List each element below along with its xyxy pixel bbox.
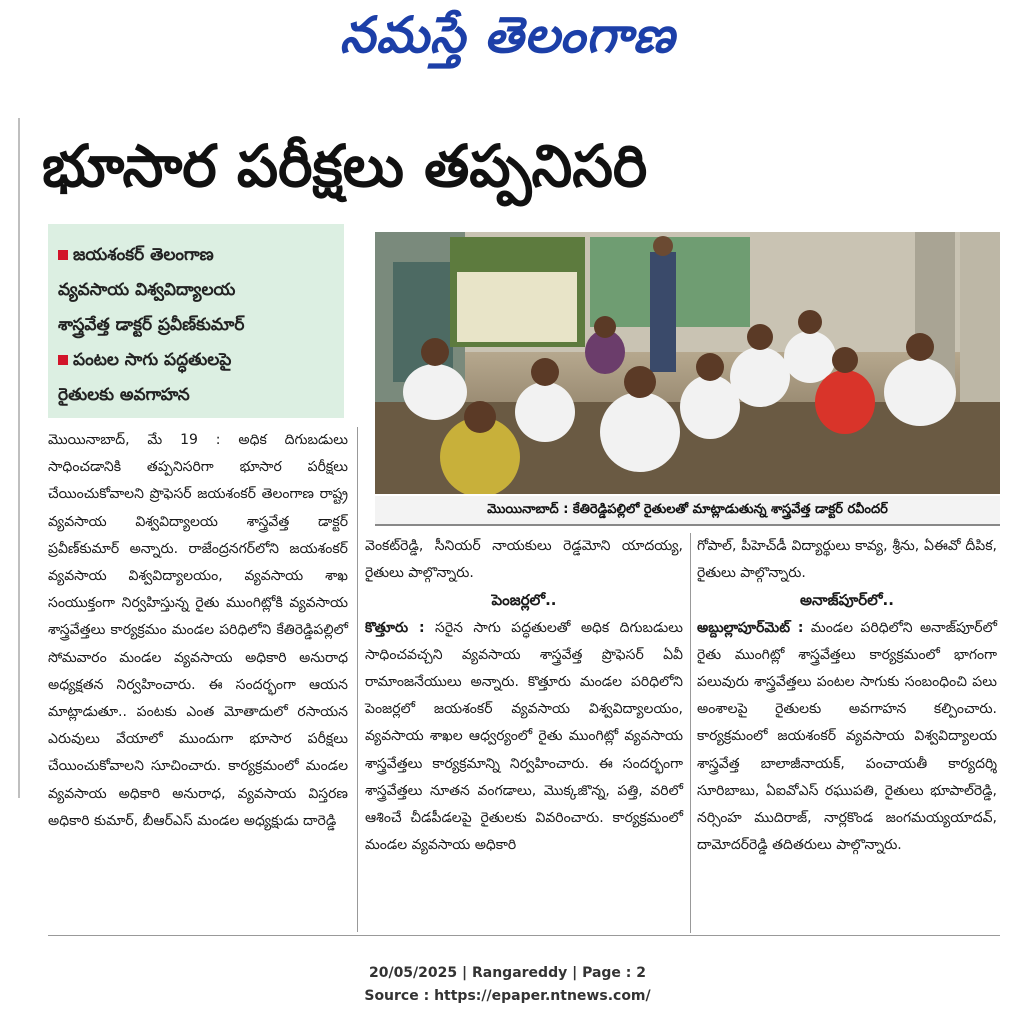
article-paragraph: అబ్దుల్లాపూర్‌మెట్ : మండల పరిధిలోని అనాజ్‌పూర్‌లో రైతు ముంగిట్లో శాస్త్రవేత్తలు కార్యక్రమంలో భాగంగా పలువురు శాస్త్రవేత్తలు పంటల సాగుకు సంబంధించి పలు అంశాలపై రైతులకు అవగాహన కల్పించారు. కార్యక్రమంలో జయశంకర్ వ్యవసాయ విశ్వవిద్యాలయ శాస్త్రవేత్త బాలాజీనాయక్, పంచాయతీ కార్యదర్శి సూరిబాబు, ఏఐవోఎస్ రఘుపతి, రైతులు భూపాల్‌రెడ్డి, నర్సింహ ముదిరాజ్, నార్లకొండ జంగమయ్యయాదవ్, దామోదర్‌రెడ్డి తదితరులు పాల్గొన్నారు.: [697, 619, 997, 854]
column-divider: [690, 533, 691, 933]
dateline-lead: కొత్తూరు :: [365, 619, 425, 636]
dateline-lead: అబ్దుల్లాపూర్‌మెట్ :: [697, 619, 804, 636]
highlight-item: పంటల సాగు పద్ధతులపై రైతులకు అవగాహన: [58, 350, 232, 405]
column-divider: [357, 427, 358, 932]
article-column-1: [48, 427, 348, 835]
article-headline: భూసార పరీక్షలు తప్పనిసరి: [42, 132, 648, 200]
footer-source-link[interactable]: Source : https://epaper.ntnews.com/: [364, 988, 651, 1004]
article-paragraph: కొత్తూరు : సరైన సాగు పద్ధతులతో అధిక దిగుబడులు సాధించవచ్చని వ్యవసాయ శాస్త్రవేత్త ప్రొఫెసర్ ఏవీ రామాంజనేయులు అన్నారు. కొత్తూరు మండల పరిధిలోని పెంజర్లలో జయశంకర్ వ్యవసాయ విశ్వవిద్యాలయం, వ్యవసాయ శాఖల ఆధ్వర్యంలో రైతు ముంగిట్లో వ్యవసాయ శాస్త్రవేత్తలు కార్యక్రమాన్ని నిర్వహించారు. ఈ సందర్భంగా శాస్త్రవేత్తలు నూతన వంగడాలు, మొక్కజొన్న, పత్తి, వరిలో ఆశించే చీడపీడలపై రైతులకు వివరించారు. కార్యక్రమంలో మండల వ్యవసాయ అధికారి: [365, 619, 684, 854]
article-paragraph: వెంకట్‌రెడ్డి, సీనియర్ నాయకులు రెడ్డమోని యాదయ్య, రైతులు పాల్గొన్నారు.: [365, 538, 683, 582]
article-photo: [375, 232, 1000, 494]
bullet-square-icon: [58, 355, 68, 365]
article-paragraph: మొయినాబాద్, మే 19 : అధిక దిగుబడులు సాధించడానికి తప్పనిసరిగా భూసార పరీక్షలు చేయించుకోవాలని ప్రొఫెసర్ జయశంకర్ తెలంగాణ రాష్ట్ర వ్యవసాయ విశ్వవిద్యాలయ శాస్త్రవేత్త డాక్టర్ ప్రవీణ్‌కుమార్ అన్నారు. రాజేంద్రనగర్‌లోని జయశంకర్ వ్యవసాయ విశ్వవిద్యాలయం, వ్యవసాయ శాఖ సంయుక్తంగా నిర్వహిస్తున్న రైతు ముంగిట్లోకి వ్యవసాయ శాస్త్రవేత్తలు కార్యక్రమం మండల పరిధిలోని కేతిరెడ్డిపల్లిలో సోమవారం మండల వ్యవసాయ అధికారి అనురాధ అధ్యక్షతన నిర్వహించారు. ఈ సందర్భంగా ఆయన మాట్లాడుతూ.. పంటకు ఎంత మోతాదులో రసాయన ఎరువులు వేయాలో ముందుగా భూసార పరీక్షలు చేయించుకోవాలని సూచించారు. కార్యక్రమంలో మండల వ్యవసాయ అధికారి అనురాధ, వ్యవసాయ విస్తరణ అధికారి కుమార్, బీఆర్ఎస్ మండల అధ్యక్షుడు దారెడ్డి: [48, 432, 348, 829]
section-subheading: పెంజర్లలో..: [491, 591, 557, 610]
newspaper-masthead: నమస్తే తెలంగాణ: [339, 6, 676, 64]
left-rule: [18, 118, 20, 798]
farmers-meeting-photo: [375, 232, 1000, 494]
highlight-item: జయశంకర్ తెలంగాణ వ్యవసాయ విశ్వవిద్యాలయ శాస్త్రవేత్త డాక్టర్ ప్రవీణ్‌కుమార్: [58, 245, 245, 335]
article-column-3: [697, 533, 997, 859]
article-paragraph: గోపాల్, పీహెచ్‌డీ విద్యార్థులు కావ్య, శ్రీను, ఏఈవో దీపిక, రైతులు పాల్గొన్నారు.: [697, 538, 997, 582]
footer-dateline: 20/05/2025 | Rangareddy | Page : 2: [368, 965, 647, 981]
article-column-2: [365, 533, 683, 859]
section-subheading: అనాజ్‌పూర్‌లో..: [800, 591, 894, 610]
photo-caption: మొయినాబాద్ : కేతిరెడ్డిపల్లిలో రైతులతో మాట్లాడుతున్న శాస్త్రవేత్త డాక్టర్ రవీందర్: [375, 496, 1000, 526]
bullet-square-icon: [58, 250, 68, 260]
article-bottom-rule: [48, 935, 1000, 936]
highlights-box: [48, 224, 344, 418]
